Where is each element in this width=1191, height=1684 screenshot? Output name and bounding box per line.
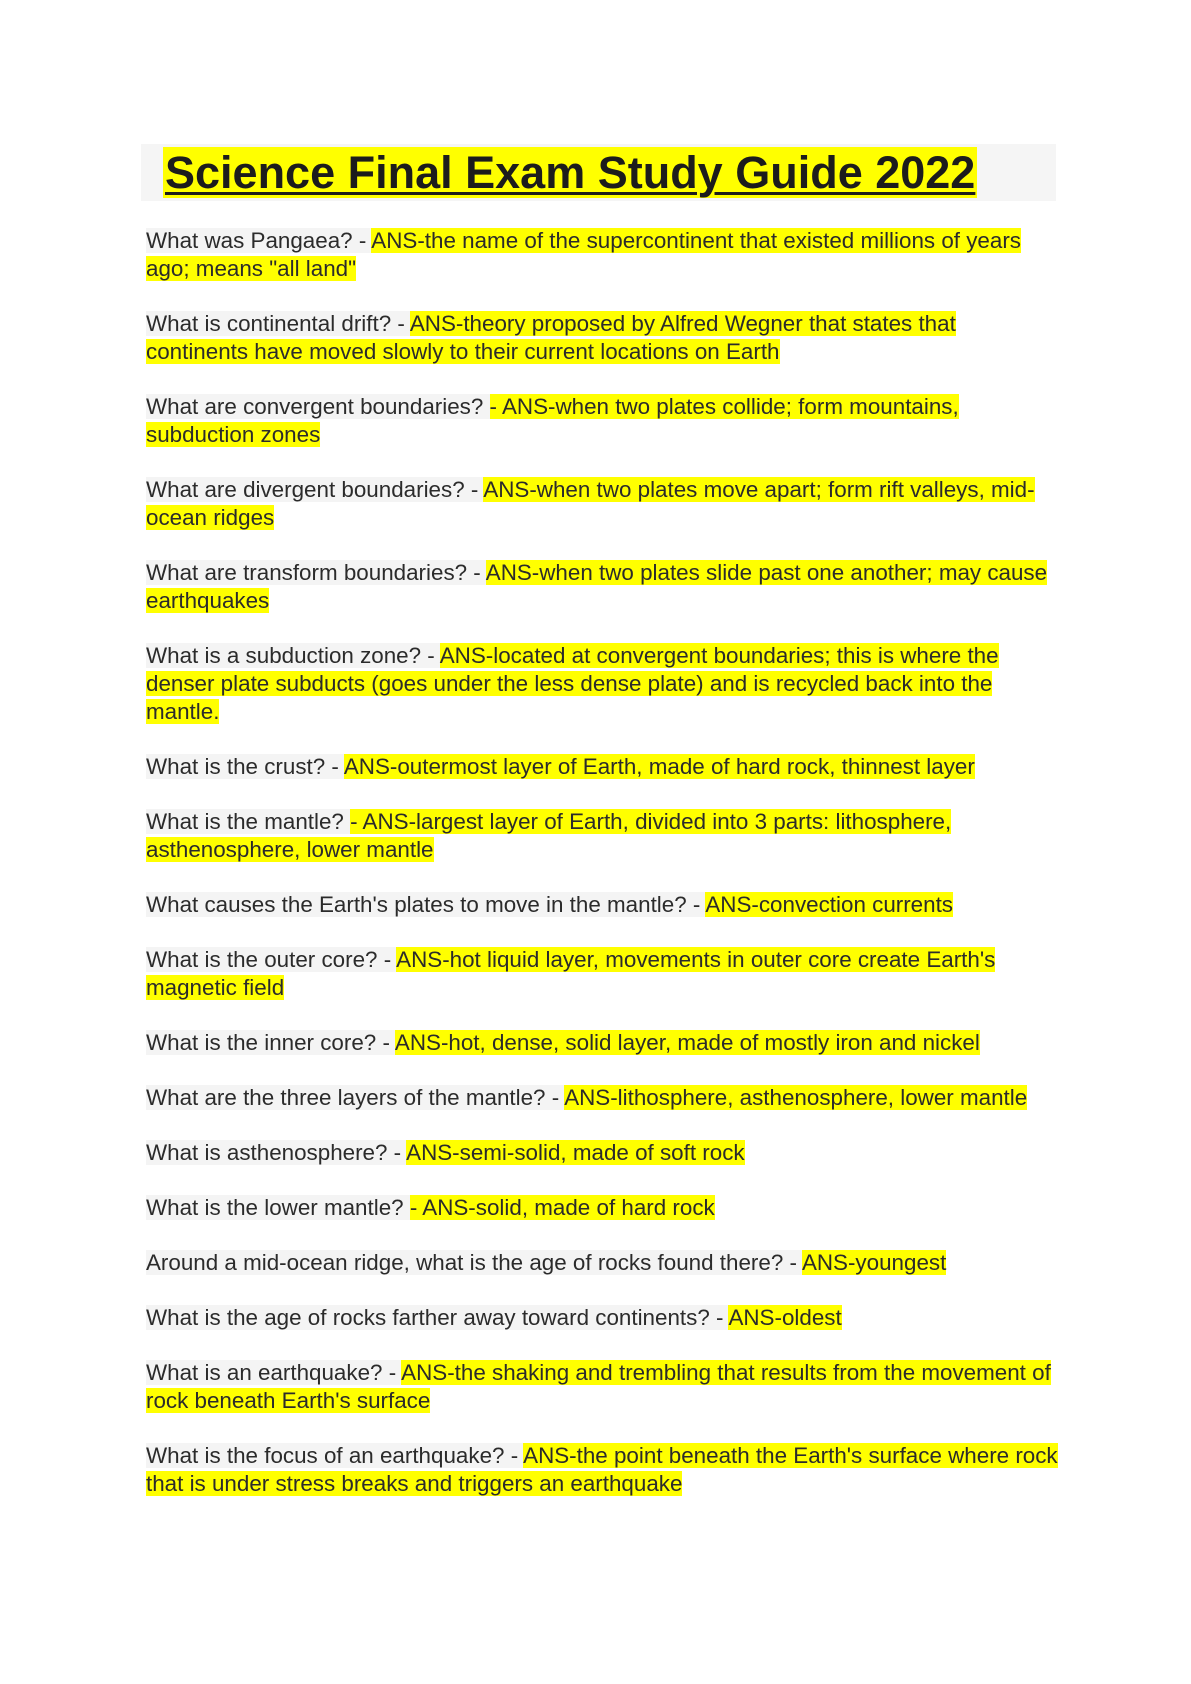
question-text: What is the inner core? -	[146, 1030, 395, 1055]
question-text: What is a subduction zone? -	[146, 643, 440, 668]
qa-item	[146, 1442, 1061, 1498]
answer-text: ANS-oldest	[728, 1305, 842, 1330]
qa-item	[146, 1249, 1061, 1277]
question-text: What are transform boundaries? -	[146, 560, 486, 585]
answer-text: ANS-lithosphere, asthenosphere, lower mantle	[564, 1085, 1028, 1110]
question-text: What causes the Earth's plates to move in the mantle? -	[146, 892, 706, 917]
qa-item	[146, 310, 1061, 366]
qa-item	[146, 227, 1061, 283]
answer-text: ANS-convection currents	[705, 892, 954, 917]
answer-text: - ANS-solid, made of hard rock	[409, 1195, 715, 1220]
qa-list	[146, 227, 1061, 1498]
question-text: What are divergent boundaries? -	[146, 477, 484, 502]
page-title-text: Science Final Exam Study Guide 2022	[165, 147, 976, 198]
question-text: Around a mid-ocean ridge, what is the age of rocks found there? -	[146, 1250, 802, 1275]
answer-text: ANS-when two plates slide past one another; may cause earthquakes	[146, 560, 1048, 613]
qa-item	[146, 946, 1061, 1002]
question-text: What are convergent boundaries?	[146, 394, 490, 419]
page-title	[163, 144, 977, 201]
question-text: What is continental drift? -	[146, 311, 410, 336]
answer-text: ANS-theory proposed by Alfred Wegner that states that continents have moved slowly to their current locations on Earth	[146, 311, 956, 364]
question-text: What are the three layers of the mantle? -	[146, 1085, 565, 1110]
qa-item	[146, 753, 1061, 781]
answer-text: ANS-the name of the supercontinent that existed millions of years ago; means "all land"	[146, 228, 1021, 281]
qa-item	[146, 1194, 1061, 1222]
answer-text: ANS-located at convergent boundaries; this is where the denser plate subducts (goes under the less dense plate) and is recycled back into the mantle.	[146, 643, 999, 724]
qa-item	[146, 642, 1061, 726]
answer-text: ANS-outermost layer of Earth, made of hard rock, thinnest layer	[343, 754, 975, 779]
question-text: What is the crust? -	[146, 754, 344, 779]
question-text: What is the lower mantle?	[146, 1195, 410, 1220]
answer-text: ANS-hot, dense, solid layer, made of mostly iron and nickel	[394, 1030, 980, 1055]
question-text: What is an earthquake? -	[146, 1360, 402, 1385]
answer-text: ANS-when two plates move apart; form rift valleys, mid-ocean ridges	[146, 477, 1035, 530]
answer-text: ANS-semi-solid, made of soft rock	[406, 1140, 745, 1165]
question-text: What is the outer core? -	[146, 947, 397, 972]
question-text: What was Pangaea? -	[146, 228, 372, 253]
answer-text: - ANS-when two plates collide; form mountains, subduction zones	[146, 394, 959, 447]
question-text: What is the age of rocks farther away toward continents? -	[146, 1305, 729, 1330]
qa-item	[146, 1359, 1061, 1415]
qa-item	[146, 808, 1061, 864]
question-text: What is the focus of an earthquake? -	[146, 1443, 524, 1468]
qa-item	[146, 1139, 1061, 1167]
qa-item	[146, 1029, 1061, 1057]
question-text: What is the mantle?	[146, 809, 351, 834]
qa-item	[146, 559, 1061, 615]
answer-text: ANS-hot liquid layer, movements in outer core create Earth's magnetic field	[146, 947, 996, 1000]
answer-text: ANS-the point beneath the Earth's surface where rock that is under stress breaks and triggers an earthquake	[146, 1443, 1058, 1496]
qa-item	[146, 476, 1061, 532]
qa-item	[146, 393, 1061, 449]
qa-item	[146, 1084, 1061, 1112]
answer-text: ANS-the shaking and trembling that results from the movement of rock beneath Earth's surface	[146, 1360, 1051, 1413]
qa-item	[146, 891, 1061, 919]
question-text: What is asthenosphere? -	[146, 1140, 407, 1165]
answer-text: ANS-youngest	[801, 1250, 947, 1275]
answer-text: - ANS-largest layer of Earth, divided into 3 parts: lithosphere, asthenosphere, lower mantle	[146, 809, 952, 862]
qa-item	[146, 1304, 1061, 1332]
